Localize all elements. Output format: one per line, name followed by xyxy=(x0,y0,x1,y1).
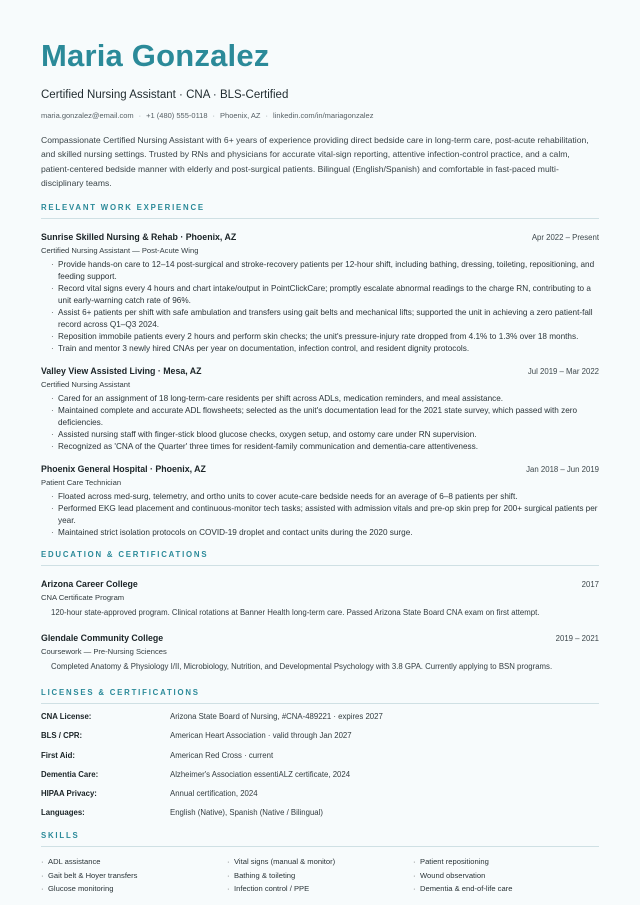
email-link[interactable]: maria.gonzalez@email.com xyxy=(41,111,134,120)
bullet: · Floated across med-surg, telemetry, and ortho units to cover acute-care bedside needs for an average of 6–8 patients per shift. xyxy=(41,491,599,503)
job-role: Patient Care Technician xyxy=(41,478,122,488)
education-note: Completed Anatomy & Physiology I/II, Microbiology, Nutrition, and Developmental Psychology with 3.8 GPA. Currently applying to BSN programs. xyxy=(51,662,553,672)
bullet: · Maintained complete and accurate ADL flowsheets; selected as the unit's documentation lead for the 2021 state survey, which passed with zero deficiencies. xyxy=(41,405,599,429)
bullet: · Assisted nursing staff with finger-stick blood glucose checks, oxygen setup, and ostomy care under RN supervision. xyxy=(41,429,599,441)
program-name: CNA Certificate Program xyxy=(41,593,125,603)
bullet: · Assist 6+ patients per shift with safe ambulation and transfers using gait belts and mechanical lifts; supported the unit in achieving a zero patient-fall record across Q1–Q3 2024. xyxy=(41,307,599,331)
skill-item: · Infection control / PPE xyxy=(227,882,413,895)
license-value: American Red Cross · current xyxy=(170,750,274,760)
bullet: · Provide hands-on care to 12–14 post-surgical and stroke-recovery patients per 12-hour shift, including bathing, dressing, toileting, repositioning, and feeding support. xyxy=(41,259,599,283)
education-section xyxy=(41,550,599,672)
license-label: Dementia Care: xyxy=(41,769,99,779)
license-value: American Heart Association · valid through Jan 2027 xyxy=(170,731,352,741)
education-entry xyxy=(41,632,599,672)
license-row xyxy=(41,751,599,770)
license-row xyxy=(41,731,599,750)
job-entry xyxy=(41,365,599,453)
section-title-skills: SKILLS xyxy=(41,831,599,847)
license-row xyxy=(41,712,599,731)
job-date: Jul 2019 – Mar 2022 xyxy=(527,367,599,377)
job-bullets xyxy=(41,259,599,355)
skill-item: · Bathing & toileting xyxy=(227,869,413,882)
headline: Certified Nursing Assistant · CNA · BLS-Certified xyxy=(41,89,289,101)
skill-item: · Gait belt & Hoyer transfers xyxy=(41,869,227,882)
skills-section xyxy=(41,831,599,895)
bullet: · Train and mentor 3 newly hired CNAs per year on documentation, infection control, and resident dignity protocols. xyxy=(41,343,599,355)
location: Phoenix, AZ xyxy=(220,111,261,120)
skill-item: · Vital signs (manual & monitor) xyxy=(227,855,413,868)
education-entry xyxy=(41,578,599,618)
job-org: Sunrise Skilled Nursing & Rehab · Phoenix, AZ xyxy=(41,232,237,243)
job-entry xyxy=(41,231,599,355)
section-title-licenses: LICENSES & CERTIFICATIONS xyxy=(41,688,599,704)
education-date: 2019 – 2021 xyxy=(555,634,599,644)
job-org: Phoenix General Hospital · Phoenix, AZ xyxy=(41,464,206,475)
license-row xyxy=(41,808,599,827)
job-role: Certified Nursing Assistant xyxy=(41,380,131,390)
summary: Compassionate Certified Nursing Assistant with 6+ years of experience providing direct bedside care in long-term care, post-acute rehabilitation, and skilled nursing settings. Trusted by RNs and physicians for accurate vital-sign reporting, attentive infection-control practice, and a calm, patient-centered bedside manner with elderly and post-surgical patients. Bilingual (English/Spanish) and comfortable in fast-paced multi-disciplinary teams. xyxy=(41,135,589,188)
bullet: · Maintained strict isolation protocols on COVID-19 droplet and contact units during the 2020 surge. xyxy=(41,527,599,539)
job-entry xyxy=(41,463,599,539)
license-row xyxy=(41,770,599,789)
license-label: CNA License: xyxy=(41,712,92,722)
license-label: First Aid: xyxy=(41,750,75,760)
job-role: Certified Nursing Assistant — Post-Acute Wing xyxy=(41,246,199,256)
job-org: Valley View Assisted Living · Mesa, AZ xyxy=(41,366,202,377)
skill-item: · ADL assistance xyxy=(41,855,227,868)
job-bullets xyxy=(41,491,599,539)
section-title-experience: RELEVANT WORK EXPERIENCE xyxy=(41,203,599,219)
license-value: Arizona State Board of Nursing, #CNA-489221 · expires 2027 xyxy=(170,712,383,722)
bullet: · Performed EKG lead placement and continuous-monitor tech tasks; assisted with admission vitals and pre-op skin prep for 200+ surgical patients per year. xyxy=(41,503,599,527)
job-date: Apr 2022 – Present xyxy=(531,233,599,243)
license-row xyxy=(41,789,599,808)
bullet: · Recognized as 'CNA of the Quarter' three times for resident-family communication and dementia-care attentiveness. xyxy=(41,441,599,453)
school-name: Glendale Community College xyxy=(41,633,164,644)
bullet: · Cared for an assignment of 18 long-term-care residents per shift across ADLs, medication reminders, and meal assistance. xyxy=(41,393,599,405)
skill-item: · Patient repositioning xyxy=(413,855,599,868)
job-date: Jan 2018 – Jun 2019 xyxy=(526,465,599,475)
section-title-education: EDUCATION & CERTIFICATIONS xyxy=(41,550,599,566)
license-value: Alzheimer's Association essentiALZ certificate, 2024 xyxy=(170,769,351,779)
program-name: Coursework — Pre-Nursing Sciences xyxy=(41,647,167,657)
license-value: English (Native), Spanish (Native / Bilingual) xyxy=(170,808,323,818)
experience-section xyxy=(41,203,599,539)
license-value: Annual certification, 2024 xyxy=(170,788,258,798)
school-name: Arizona Career College xyxy=(41,579,138,590)
bullet: · Record vital signs every 4 hours and chart intake/output in PointClickCare; promptly escalate abnormal readings to the charge RN, contributing to a unit early-warning catch rate of 96%. xyxy=(41,283,599,307)
skill-item: · Glucose monitoring xyxy=(41,882,227,895)
licenses-section xyxy=(41,688,599,827)
education-date: 2017 xyxy=(581,580,599,590)
phone-number: +1 (480) 555-0118 xyxy=(146,111,208,120)
skill-item: · Wound observation xyxy=(413,869,599,882)
license-label: Languages: xyxy=(41,808,85,818)
candidate-name: Maria Gonzalez xyxy=(41,38,270,73)
bullet: · Reposition immobile patients every 2 hours and perform skin checks; the unit's pressure-injury rate dropped from 4.1% to 1.3% over 18 months. xyxy=(41,331,599,343)
contact-line: maria.gonzalez@email.com · +1 (480) 555-0118 · Phoenix, AZ · linkedin.com/in/mariagonzalez xyxy=(41,111,374,120)
license-label: BLS / CPR: xyxy=(41,731,83,741)
job-bullets xyxy=(41,393,599,453)
linkedin-link[interactable]: linkedin.com/in/mariagonzalez xyxy=(272,111,374,120)
education-note: 120-hour state-approved program. Clinical rotations at Banner Health long-term care. Passed Arizona State Board CNA exam on first attempt. xyxy=(51,608,540,618)
skills-grid xyxy=(41,855,599,895)
skill-item: · Dementia & end-of-life care xyxy=(413,882,599,895)
license-label: HIPAA Privacy: xyxy=(41,788,97,798)
